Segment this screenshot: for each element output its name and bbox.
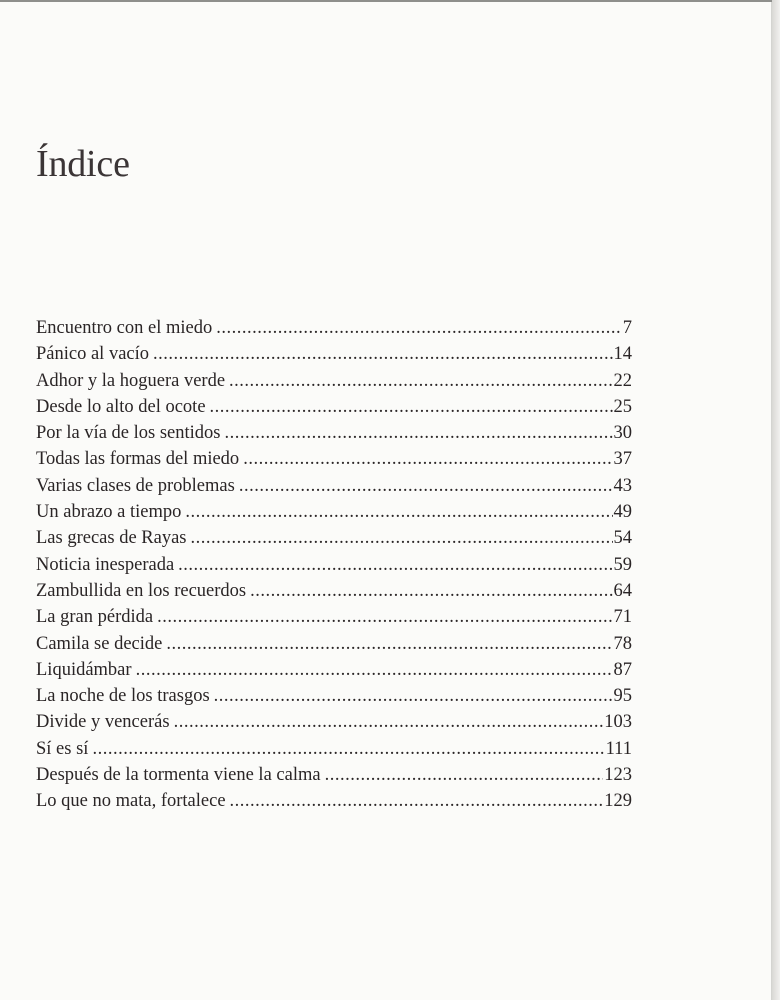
toc-entry-title: Encuentro con el miedo	[36, 318, 213, 338]
toc-entry-page-number: 78	[613, 633, 632, 654]
toc-entry-title: Adhor y la hoguera verde	[36, 370, 226, 391]
toc-entry-page-number: 37	[613, 449, 632, 470]
toc-entry	[36, 525, 632, 551]
toc-entry	[36, 473, 632, 499]
toc-entry-page-number: 25	[613, 396, 632, 417]
toc-entry-page-number: 43	[613, 475, 632, 496]
toc-entry	[36, 604, 632, 630]
toc-entry	[36, 552, 632, 578]
toc-entry	[36, 368, 632, 394]
toc-entry-page-number: 87	[613, 659, 632, 680]
toc-dot-leader	[136, 657, 613, 683]
toc-entry-title: Pánico al vacío	[36, 344, 150, 365]
toc-dot-leader	[174, 709, 604, 735]
toc-dot-leader	[243, 446, 612, 472]
toc-dot-leader	[166, 631, 612, 657]
toc-entry-page-number: 95	[613, 686, 632, 707]
toc-entry-page-number: 123	[604, 765, 632, 786]
toc-entry-page-number: 49	[613, 502, 632, 523]
toc-dot-leader	[214, 683, 613, 709]
toc-dot-leader	[250, 578, 612, 604]
toc-entry-title: Lo que no mata, fortalece	[36, 791, 226, 812]
toc-dot-leader	[153, 341, 612, 367]
toc-entry-page-number: 30	[613, 423, 632, 444]
toc-entry	[36, 709, 632, 735]
toc-entry	[36, 499, 632, 525]
toc-entry-page-number: 103	[604, 712, 632, 733]
toc-entry-page-number: 7	[622, 318, 632, 338]
toc-entry	[36, 788, 632, 814]
toc-dot-leader	[230, 788, 604, 814]
toc-entry-title: Después de la tormenta viene la calma	[36, 765, 321, 786]
toc-entry-page-number: 64	[613, 580, 632, 601]
page-title: Índice	[36, 143, 130, 185]
toc-entry-title: Noticia inesperada	[36, 554, 175, 575]
toc-dot-leader	[92, 736, 604, 762]
toc-entry	[36, 736, 632, 762]
toc-entry-title: Las grecas de Rayas	[36, 528, 187, 549]
toc-entry-title: Liquidámbar	[36, 659, 132, 680]
toc-entry-page-number: 71	[613, 607, 632, 628]
toc-entry-page-number: 129	[604, 791, 632, 812]
toc-entry-title: La noche de los trasgos	[36, 686, 210, 707]
toc-entry	[36, 394, 632, 420]
toc-dot-leader	[229, 368, 612, 394]
toc-entry	[36, 315, 632, 341]
toc-entry-title: Camila se decide	[36, 633, 163, 654]
toc-dot-leader	[216, 315, 622, 341]
toc-dot-leader	[239, 473, 613, 499]
toc-dot-leader	[325, 762, 604, 788]
toc-dot-leader	[157, 604, 612, 630]
toc-entry	[36, 341, 632, 367]
toc-entry	[36, 657, 632, 683]
toc-dot-leader	[178, 552, 612, 578]
toc-dot-leader	[224, 420, 612, 446]
toc-entry-title: Divide y vencerás	[36, 712, 170, 733]
toc-entry-title: Todas las formas del miedo	[36, 449, 240, 470]
toc-entry	[36, 683, 632, 709]
toc-dot-leader	[185, 499, 612, 525]
toc-entry-title: Un abrazo a tiempo	[36, 502, 182, 523]
toc-entry-page-number: 22	[613, 370, 632, 391]
toc-entry-title: Por la vía de los sentidos	[36, 423, 221, 444]
toc-entry-title: Varias clases de problemas	[36, 475, 235, 496]
toc-entry-title: Desde lo alto del ocote	[36, 396, 206, 417]
toc-entry-page-number: 54	[613, 528, 632, 549]
toc-entry	[36, 762, 632, 788]
toc-entry	[36, 446, 632, 472]
page-edge	[772, 0, 780, 1000]
toc-entry-title: Zambullida en los recuerdos	[36, 580, 247, 601]
toc-dot-leader	[210, 394, 613, 420]
toc-entry-page-number: 14	[613, 344, 632, 365]
toc-entry-title: La gran pérdida	[36, 607, 154, 628]
table-of-contents	[36, 315, 632, 815]
toc-dot-leader	[191, 525, 613, 551]
toc-entry-title: Sí es sí	[36, 738, 89, 759]
toc-entry	[36, 420, 632, 446]
toc-entry	[36, 631, 632, 657]
toc-entry	[36, 578, 632, 604]
toc-entry-page-number: 111	[605, 738, 632, 759]
toc-entry-page-number: 59	[613, 554, 632, 575]
